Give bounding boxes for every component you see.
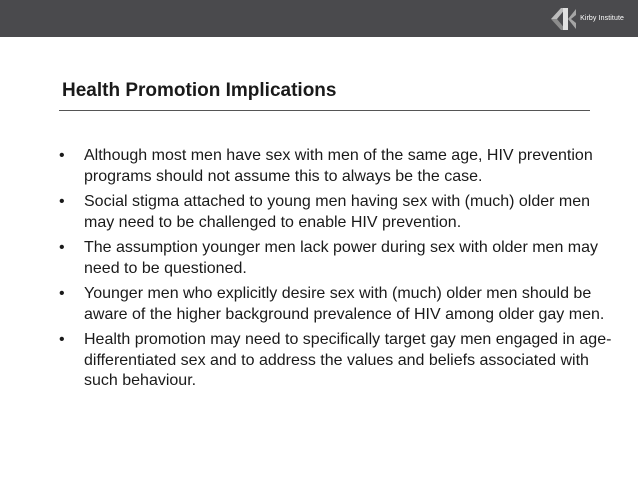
bullet-item: [59, 238, 619, 279]
institute-logo: [549, 2, 624, 35]
bullet-marker: •: [59, 193, 65, 210]
bullet-marker: •: [59, 147, 65, 164]
bullet-text: Although most men have sex with men of the same age, HIV prevention programs should not assume this to always be the case.: [84, 147, 593, 185]
bullet-marker: •: [59, 239, 65, 256]
bullet-text: Social stigma attached to young men having sex with (much) older men may need to be challenged to enable HIV prevention.: [84, 193, 591, 231]
bullet-item: [59, 330, 619, 392]
bullet-text: The assumption younger men lack power during sex with older men may need to be questioned.: [84, 239, 599, 277]
bullet-text: Health promotion may need to specifically target gay men engaged in age-differentiated sex and to address the values and beliefs associated with such behaviour.: [84, 331, 612, 389]
bullet-item: [59, 192, 619, 233]
bullet-item: [59, 146, 619, 187]
kirby-logo-icon: [549, 5, 579, 33]
bullet-text: Younger men who explicitly desire sex with (much) older men should be aware of the higher background prevalence of HIV among older gay men.: [84, 285, 605, 323]
bullet-marker: •: [59, 285, 65, 302]
slide-title: Health Promotion Implications: [62, 80, 337, 101]
bullet-list: [59, 146, 619, 397]
bullet-marker: •: [59, 331, 65, 348]
logo-text: Kirby Institute: [580, 15, 624, 22]
header-bar: [0, 0, 638, 37]
bullet-item: [59, 284, 619, 325]
title-divider: [59, 110, 590, 111]
